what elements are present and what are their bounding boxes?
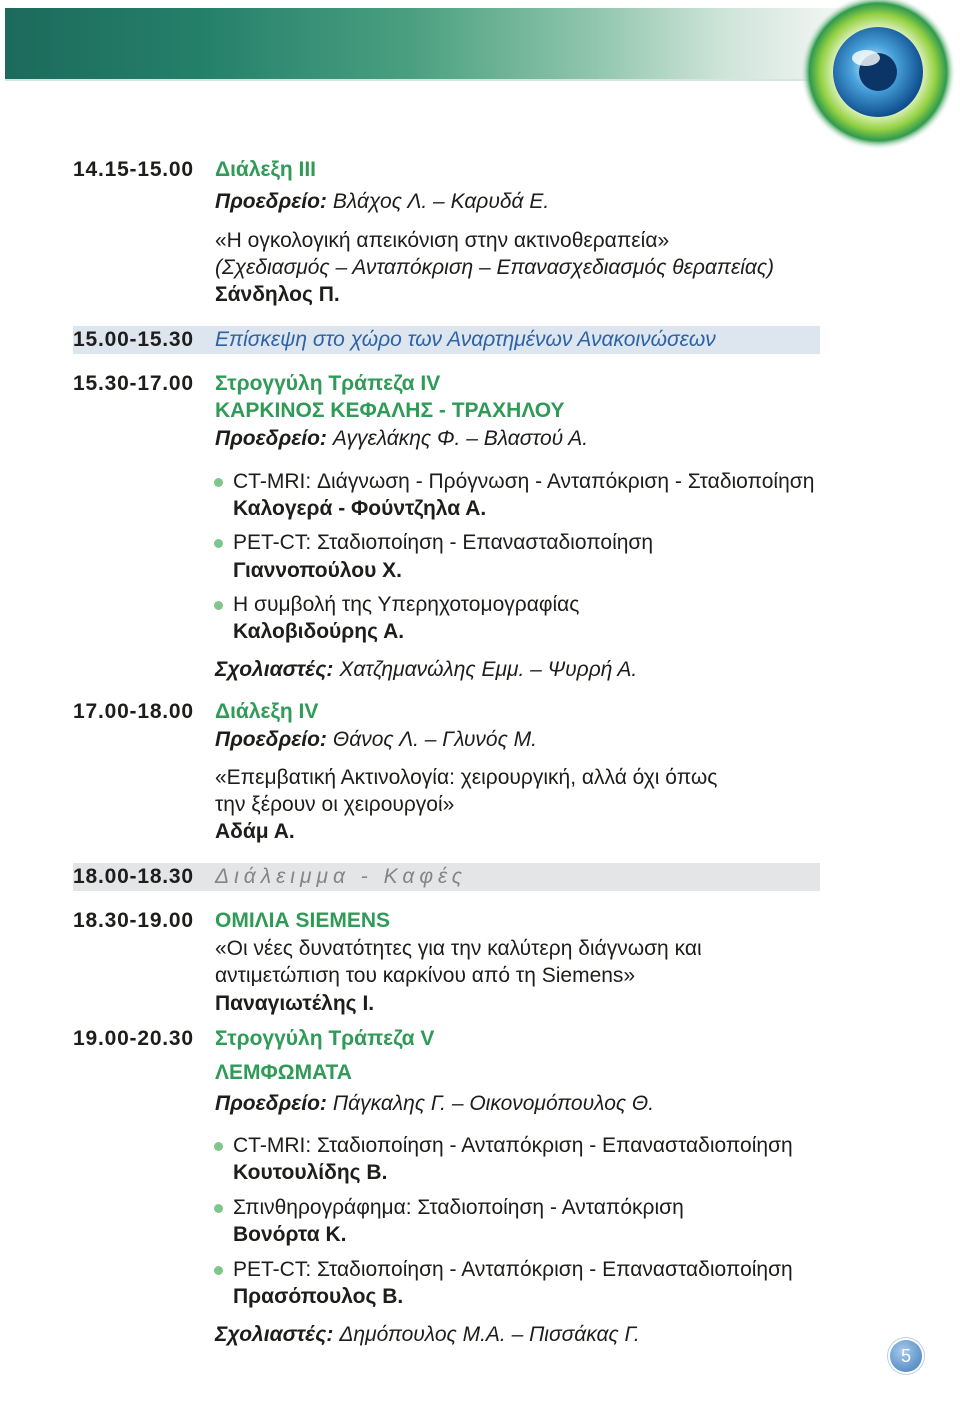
bullet-icon: [214, 601, 223, 610]
bullet-icon: [214, 1204, 223, 1213]
talk-title-line: «Οι νέες δυνατότητες για την καλύτερη διάγνωση και: [215, 937, 702, 960]
item-speaker: Κουτουλίδης Β.: [233, 1161, 388, 1184]
session-title: Στρογγύλη Τράπεζα V: [215, 1027, 435, 1050]
session-time: 17.00-18.00: [73, 700, 194, 723]
item-speaker: Γιαννοπούλου Χ.: [233, 559, 402, 582]
bullet-icon: [214, 478, 223, 487]
chairs-names: Θάνος Λ. – Γλυνός Μ.: [332, 728, 537, 751]
chairs-label: Προεδρείο:: [215, 1092, 327, 1115]
session-time: 15.00-15.30: [73, 328, 194, 351]
session-time: 18.00-18.30: [73, 865, 194, 888]
commentators-names: Δημόπουλος Μ.Α. – Πισσάκας Γ.: [339, 1323, 640, 1346]
item-speaker: Καλογερά - Φούντζηλα Α.: [233, 497, 487, 520]
bullet-icon: [214, 539, 223, 548]
page-number: 5: [890, 1340, 922, 1372]
session-time: 14.15-15.00: [73, 158, 194, 181]
bullet-icon: [214, 1142, 223, 1151]
item-topic: CT-MRI: Διάγνωση - Πρόγνωση - Ανταπόκριση - Σταδιοποίηση: [233, 470, 815, 493]
item-topic: Σπινθηρογράφημα: Σταδιοποίηση - Ανταπόκριση: [233, 1196, 684, 1219]
item-topic: CT-MRI: Σταδιοποίηση - Ανταπόκριση - Επανασταδιοποίηση: [233, 1134, 793, 1157]
session-title: Διάλεξη IV: [215, 700, 319, 723]
commentators-label: Σχολιαστές:: [215, 658, 334, 681]
session-title-break: Διάλειμμα - Καφές: [215, 865, 467, 888]
talk-title-line: «Η ογκολογική απεικόνιση στην ακτινοθεραπεία»: [215, 229, 670, 252]
session-chairs: [215, 189, 549, 215]
speaker-name: Παναγιωτέλης Ι.: [215, 992, 375, 1015]
item-topic: PET-CT: Σταδιοποίηση - Επανασταδιοποίηση: [233, 531, 654, 554]
session-commentators: [215, 657, 637, 683]
session-subtitle: ΚΑΡΚΙΝΟΣ ΚΕΦΑΛΗΣ - ΤΡΑΧΗΛΟΥ: [215, 399, 565, 422]
chairs-names: Πάγκαλης Γ. – Οικονομόπουλος Θ.: [332, 1092, 655, 1115]
talk-title-line: «Επεμβατική Ακτινολογία: χειρουργική, αλλά όχι όπως: [215, 766, 718, 789]
session-chairs: [215, 1091, 654, 1117]
session-time: 18.30-19.00: [73, 909, 194, 932]
lens-graphic: [790, 0, 960, 165]
item-speaker: Πρασόπουλος Β.: [233, 1285, 404, 1308]
talk-title-line: την ξέρουν οι χειρουργοί»: [215, 793, 455, 816]
header-banner: [5, 8, 905, 81]
speaker-name: Αδάμ Α.: [215, 820, 295, 843]
session-chairs: [215, 426, 588, 452]
speaker-name: Σάνδηλος Π.: [215, 283, 340, 306]
item-speaker: Καλοβιδούρης Α.: [233, 620, 405, 643]
item-topic: Η συμβολή της Υπερηχοτομογραφίας: [233, 593, 580, 616]
session-time: 19.00-20.30: [73, 1027, 194, 1050]
session-time: 15.30-17.00: [73, 372, 194, 395]
item-speaker: Βονόρτα Κ.: [233, 1223, 347, 1246]
session-commentators: [215, 1322, 640, 1348]
session-title: ΟΜΙΛΙΑ SIEMENS: [215, 909, 391, 932]
chairs-names: Βλάχος Λ. – Καρυδά Ε.: [332, 190, 550, 213]
commentators-names: Χατζημανώλης Εμμ. – Ψυρρή Α.: [339, 658, 638, 681]
session-subtitle: ΛΕΜΦΩΜΑΤΑ: [215, 1061, 352, 1084]
chairs-names: Αγγελάκης Φ. – Βλαστού Α.: [332, 427, 589, 450]
chairs-label: Προεδρείο:: [215, 427, 327, 450]
session-title-poster-visit: Επίσκεψη στο χώρο των Αναρτημένων Ανακοινώσεων: [215, 328, 716, 351]
session-title: Διάλεξη III: [215, 158, 317, 181]
side-decoration-lines: [898, 230, 924, 1411]
session-chairs: [215, 727, 537, 753]
talk-title-line: αντιμετώπιση του καρκίνου από τη Siemens»: [215, 964, 636, 987]
session-title: Στρογγύλη Τράπεζα IV: [215, 372, 441, 395]
item-topic: PET-CT: Σταδιοποίηση - Ανταπόκριση - Επανασταδιοποίηση: [233, 1258, 793, 1281]
chairs-label: Προεδρείο:: [215, 190, 327, 213]
chairs-label: Προεδρείο:: [215, 728, 327, 751]
commentators-label: Σχολιαστές:: [215, 1323, 334, 1346]
talk-title-line: (Σχεδιασμός – Ανταπόκριση – Επανασχεδιασμός θεραπείας): [215, 256, 775, 279]
bullet-icon: [214, 1266, 223, 1275]
